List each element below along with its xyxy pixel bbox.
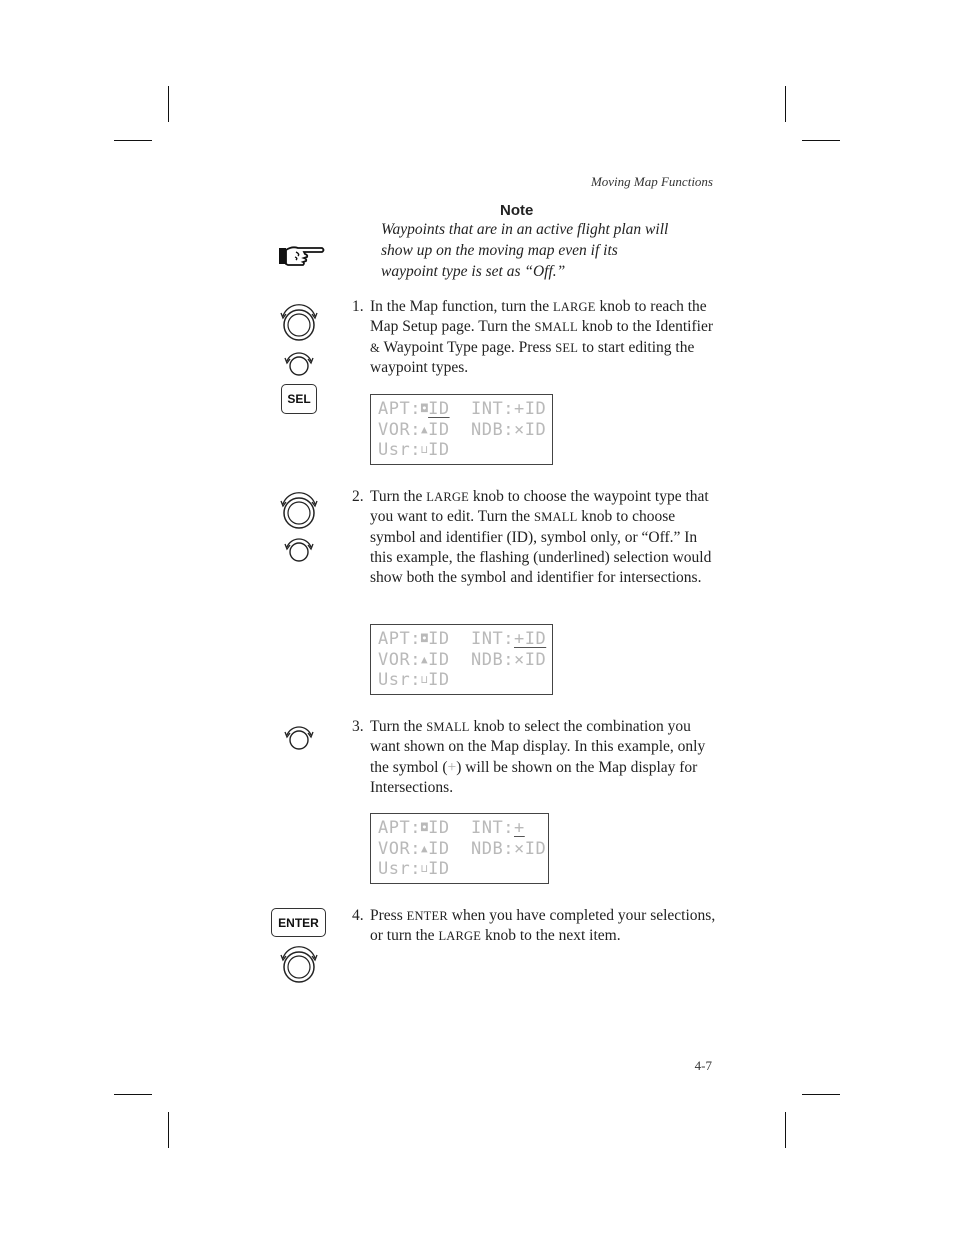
step-1: 1. In the Map function, turn the LARGE knob to reach the Map Setup page. Turn the SMALL knob to the Identifier & Waypoint Type page. Press SEL to start editing the waypoint types. xyxy=(352,298,713,376)
crop-mark xyxy=(802,1094,840,1095)
crop-mark xyxy=(802,140,840,141)
small-knob-icon xyxy=(283,537,315,563)
step-3: 3. Turn the SMALL knob to select the combination you want shown on the Map display. In this example, only the symbol (+) will be shown on the Map display for Intersections. xyxy=(352,718,706,796)
note-title: Note xyxy=(500,202,534,219)
large-knob-icon xyxy=(278,303,320,343)
vor-symbol-icon: ▲ xyxy=(420,841,429,855)
note-text: Waypoints that are in an active flight plan will show up on the moving map even if its waypoint type is set as “Off.” xyxy=(381,221,669,280)
vor-symbol-icon: ▲ xyxy=(420,422,429,436)
airport-symbol-icon: ◘ xyxy=(420,632,429,645)
lcd-waypoint-type-screen: APT:◘ID INT:+ID VOR:▲ID NDB:×ID Usr:⊔ID xyxy=(370,624,553,695)
small-knob-icon xyxy=(283,351,315,377)
lcd-waypoint-type-screen: APT:◘ID INT:+ID VOR:▲ID NDB:×ID Usr:⊔ID xyxy=(370,394,553,465)
sel-button[interactable]: SEL xyxy=(281,384,317,414)
vor-symbol-icon: ▲ xyxy=(420,652,429,666)
crop-mark xyxy=(785,86,786,122)
lcd-waypoint-type-screen: APT:◘ID INT:+ VOR:▲ID NDB:×ID Usr:⊔ID xyxy=(370,813,549,884)
user-symbol-icon: ⊔ xyxy=(420,673,429,686)
crop-mark xyxy=(114,1094,152,1095)
small-knob-icon xyxy=(283,725,315,751)
large-knob-icon xyxy=(278,945,320,985)
crop-mark xyxy=(168,1112,169,1148)
user-symbol-icon: ⊔ xyxy=(420,443,429,456)
crop-mark xyxy=(114,140,152,141)
step-2: 2. Turn the LARGE knob to choose the waypoint type that you want to edit. Turn the SMALL knob to choose symbol and identifier (ID), symbol only, or “Off.” In this example, the flashing (underlined) selection would show both the symbol and identifier for intersections. xyxy=(352,488,712,587)
airport-symbol-icon: ◘ xyxy=(420,821,429,834)
crop-mark xyxy=(168,86,169,122)
step-4: 4. Press ENTER when you have completed your selections, or turn the LARGE knob to the next item. xyxy=(352,907,716,945)
running-header: Moving Map Functions xyxy=(590,174,713,189)
page-number: 4-7 xyxy=(694,1058,712,1073)
pointing-hand-icon xyxy=(278,242,326,268)
crop-mark xyxy=(785,1112,786,1148)
airport-symbol-icon: ◘ xyxy=(420,402,429,415)
user-symbol-icon: ⊔ xyxy=(420,862,429,875)
enter-button[interactable]: ENTER xyxy=(271,908,326,937)
large-knob-icon xyxy=(278,491,320,531)
